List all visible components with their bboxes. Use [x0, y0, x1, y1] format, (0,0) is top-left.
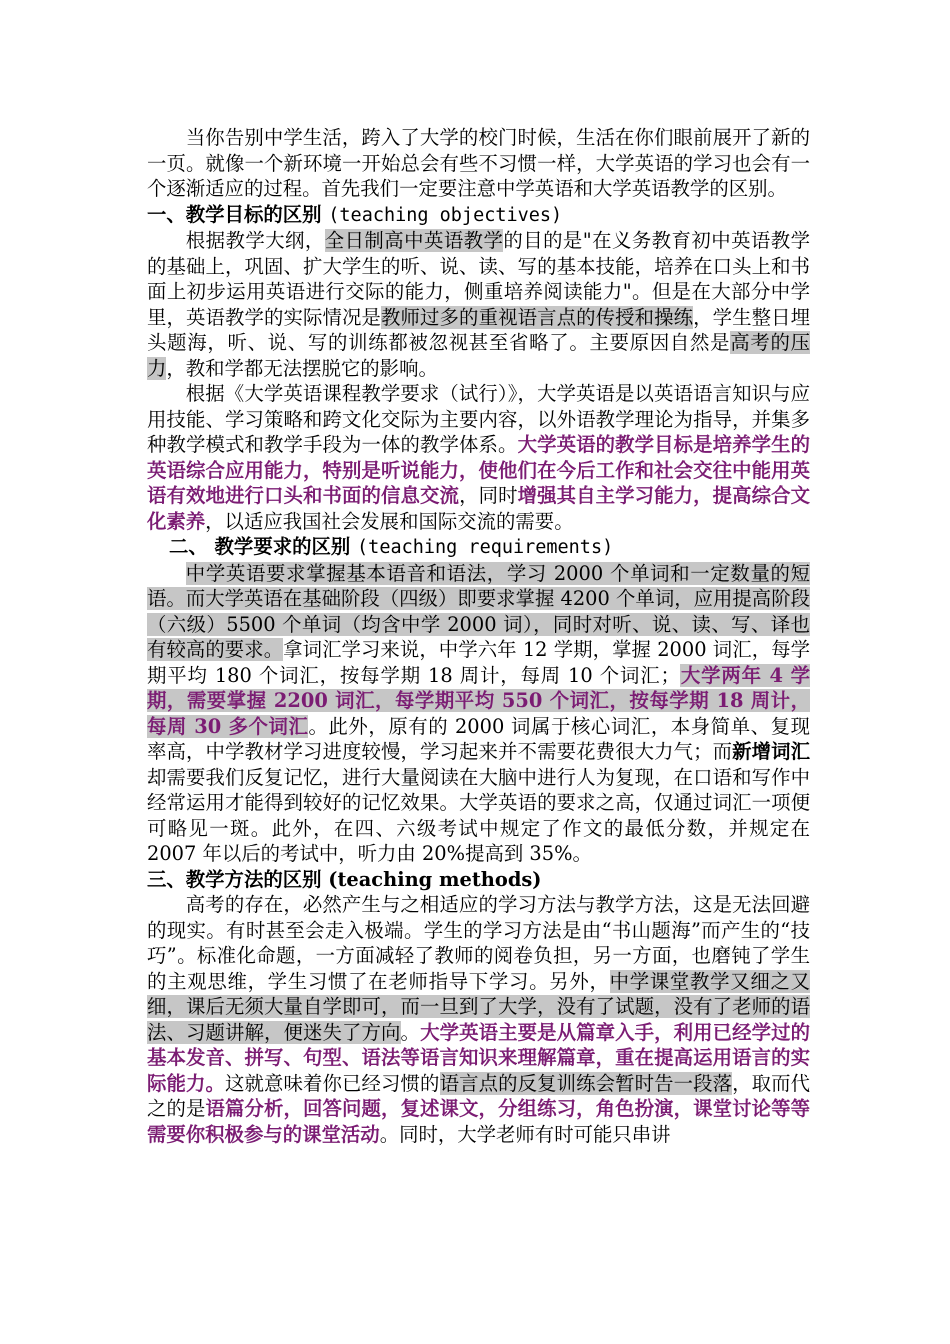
section-3-paragraph-1: 高考的存在，必然产生与之相适应的学习方法与教学方法，这是无法回避的现实。有时甚至会走入极端。学生的学习方法是由“书山题海”而产生的“技巧”。标准化命题，一方面减轻了教师的阅卷负担，另一方面，也磨钝了学生的主观思维，学生习惯了在老师指导下学习。另外，中学课堂教学又细之又细，课后无须大量自学即可，而一旦到了大学，没有了试题，没有了老师的语法、习题讲解，便迷失了方向。大学英语主要是从篇章入手，利用已经学过的基本发音、拼写、句型、语法等语言知识来理解篇章，重在提高运用语言的实际能力。这就意味着你已经习惯的语言点的反复训练会暂时告一段落，取而代之的是语篇分析，回答问题，复述课文，分组练习，角色扮演，课堂讨论等等需要你积极参与的课堂活动。同时，大学老师有时可能只串讲	[147, 893, 811, 1146]
section-1-paragraph-2: 根据《大学英语课程教学要求（试行）》，大学英语是以英语语言知识与应用技能、学习策略和跨文化交际为主要内容，以外语教学理论为指导，并集多种教学模式和教学手段为一体的教学体系。大学英语的教学目标是培养学生的英语综合应用能力，特别是听说能力，使他们在今后工作和社会交往中能用英语有效地进行口头和书面的信息交流，同时增强其自主学习能力，提高综合文化素养，以适应我国社会发展和国际交流的需要。	[147, 382, 811, 533]
emphasis: 大学英语主要是从篇章入手，利用已经学过的基本发音、拼写、句型、语法等语言知识来理解篇章，重在提高运用语言的实际能力。	[147, 1020, 811, 1095]
section-2-heading: 二、 教学要求的区别 (teaching requirements)	[169, 535, 614, 558]
emphasis-highlight: 大学两年 4 学期，需要掌握 2200 词汇，每学期平均 550 个词汇，按每学期 18 周计，每周 30 多个词汇	[147, 663, 811, 738]
highlight: 教师过多的重视语言点的传授和操练	[381, 305, 694, 329]
highlight: 高考的压力	[147, 331, 811, 380]
section-3-heading: 三、教学方法的区别 (teaching methods)	[147, 867, 542, 891]
emphasis: 增强其自主学习能力，提高综合文化素养	[147, 484, 811, 533]
document-page	[147, 125, 810, 1147]
highlight: 语言点的反复训练会暂时告一段落	[439, 1071, 733, 1095]
intro-paragraph: 当你告别中学生活，跨入了大学的校门时候，生活在你们眼前展开了新的一页。就像一个新环境一开始总会有些不习惯一样，大学英语的学习也会有一个逐渐适应的过程。首先我们一定要注意中学英语和大学英语教学的区别。	[147, 126, 810, 200]
section-2-paragraph-1: 中学英语要求掌握基本语音和语法，学习 2000 个单词和一定数量的短语。而大学英语在基础阶段（四级）即要求掌握 4200 个单词，应用提高阶段（六级）5500 个单词（均含中学 2000 词），同时对听、说、读、写、译也有较高的要求。拿词汇学习来说，中学六年 12 学期，掌握 2000 词汇，每学期平均 180 个词汇，按每学期 18 周计，每周 10 个词汇；大学两年 4 学期，需要掌握 2200 词汇，每学期平均 550 个词汇，按每学期 18 周计，每周 30 多个词汇。此外，原有的 2000 词属于核心词汇，本身简单、复现率高，中学教材学习进度较慢，学习起来并不需要花费很大力气；而新增词汇却需要我们反复记忆，进行大量阅读在大脑中进行人为复现，在口语和写作中经常运用才能得到较好的记忆效果。大学英语的要求之高，仅通过词汇一项便可略见一斑。此外，在四、六级考试中规定了作文的最低分数，并规定在 2007 年以后的考试中，听力由 20%提高到 35%。	[147, 561, 811, 865]
bold-text: 新增词汇	[732, 740, 811, 763]
emphasis: 大学英语的教学目标是培养学生的英语综合应用能力，特别是听说能力，使他们在今后工作和社会交往中能用英语有效地进行口头和书面的信息交流	[147, 433, 810, 507]
section-1-paragraph-1: 根据教学大纲，全日制高中英语教学的目的是"在义务教育初中英语教学的基础上，巩固、扩大学生的听、说、读、写的基本技能，培养在口头上和书面上初步运用英语进行交际的能力，侧重培养阅读能力"。但是在大部分中学里，英语教学的实际情况是教师过多的重视语言点的传授和操练，学生整日埋头题海，听、说、写的训练都被忽视甚至省略了。主要原因自然是高考的压力，教和学都无法摆脱它的影响。	[147, 229, 811, 380]
section-1-heading: 一、教学目标的区别 (teaching objectives)	[147, 202, 563, 226]
highlight: 中学课堂教学又细之又细，课后无须大量自学即可，而一旦到了大学，没有了试题，没有了老师的语法、习题讲解，便迷失了方向	[147, 969, 810, 1044]
highlight: 全日制高中英语教学	[324, 229, 504, 252]
highlight: 中学英语要求掌握基本语音和语法，学习 2000 个单词和一定数量的短语。而大学英语在基础阶段（四级）即要求掌握 4200 个单词，应用提高阶段（六级）5500 个单词（均含中学 2000 词），同时对听、说、读、写、译也有较高的要求。	[147, 561, 810, 661]
emphasis: 语篇分析，回答问题，复述课文，分组练习，角色扮演，课堂讨论等等需要你积极参与的课堂活动	[147, 1097, 811, 1146]
